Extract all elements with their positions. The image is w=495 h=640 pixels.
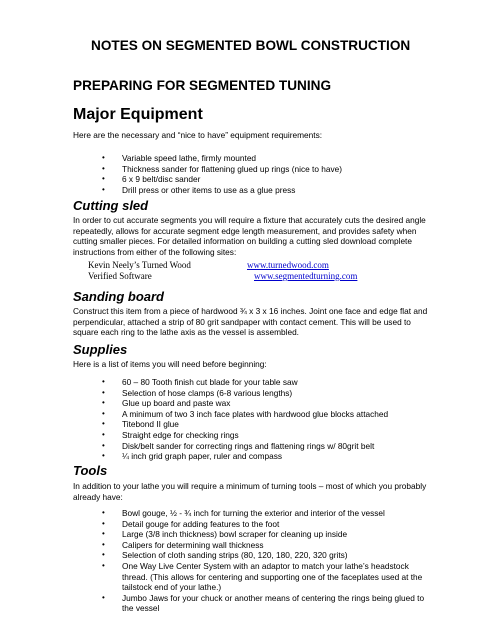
text-line: In addition to your lathe you will require a minimum of turning tools – most of which you probably (73, 481, 427, 491)
list-item (100, 550, 424, 561)
list-item (100, 561, 424, 593)
text-line: cutting smaller pieces. For detailed information on building a cutting sled download complete (73, 236, 412, 247)
item-line: thread. (This allows for centering and supporting one of the faceplates used at the (122, 571, 423, 582)
link-turnedwood[interactable]: www.turnedwood.com (247, 260, 329, 270)
supplies-intro: Here is a list of items you will need before beginning: (73, 359, 267, 369)
text-line: square each ring to the lathe axis as the vessel is assembled. (73, 327, 299, 338)
list-item: • Thickness sander for flattening glued up rings (nice to have) (100, 164, 342, 175)
list-item: • ¼ inch grid graph paper, ruler and compass (100, 451, 388, 462)
sanding-heading: Sanding board (73, 289, 164, 304)
list-item (100, 529, 424, 540)
list-item (100, 540, 424, 551)
item-line: • One Way Live Center System with an adaptor to match your lathe’s headstock (122, 560, 409, 571)
list-item (100, 519, 424, 530)
link-segmentedturning[interactable]: www.segmentedturning.com (254, 271, 358, 281)
text-line: already have: (73, 491, 123, 502)
document-title: NOTES ON SEGMENTED BOWL CONSTRUCTION (91, 38, 411, 53)
item-line: • Jumbo Jaws for your chuck or another means of centering the rings being glued to (122, 592, 425, 603)
text-line: perpendicular, attached a strip of 80 grit sandpaper with contact cement. This will be used to (73, 316, 411, 327)
list-item: • 6 x 9 belt/disc sander (100, 174, 342, 185)
item-line: • Calipers for determining wall thickness (122, 539, 264, 550)
item-line: • Bowl gouge, ½ - ¾ inch for turning the exterior and interior of the vessel (122, 508, 385, 518)
tools-heading: Tools (73, 463, 108, 478)
text-line: Construct this item from a piece of hardwood ¾ x 3 x 16 inches. Joint one face and edge flat and (73, 306, 428, 316)
list-item: • Disk/belt sander for correcting rings and flattening rings w/ 80grit belt (100, 441, 388, 452)
item-line: • Large (3/8 inch thickness) bowl scraper for cleaning up inside (122, 529, 348, 540)
list-item (100, 593, 424, 614)
item-line: • Selection of cloth sanding strips (80, 120, 180, 220, 320 grits) (122, 550, 348, 561)
text-line: repeatedly, allows for accurate segment edge length measurement, and provides safety when (73, 225, 417, 236)
supplies-list (100, 377, 388, 462)
list-item: • Glue up board and paste wax (100, 398, 388, 409)
equipment-heading: Major Equipment (73, 106, 203, 123)
sled-paragraph (73, 215, 438, 257)
sanding-paragraph (73, 306, 438, 338)
item-line: tailstock end of your lathe.) (122, 582, 222, 593)
supplies-heading: Supplies (73, 342, 128, 357)
sled-heading: Cutting sled (73, 198, 149, 213)
tools-list (100, 508, 424, 614)
tools-intro (73, 481, 438, 502)
list-item: • A minimum of two 3 inch face plates with hardwood glue blocks attached (100, 409, 388, 420)
site-name-kevin: Kevin Neely’s Turned Wood (88, 260, 191, 270)
list-item (100, 508, 424, 519)
list-item: • Titebond II glue (100, 419, 388, 430)
list-item: • Variable speed lathe, firmly mounted (100, 153, 342, 164)
text-line: In order to cut accurate segments you will require a fixture that accurately cuts the desired angle (73, 215, 426, 225)
document-subtitle: PREPARING FOR SEGMENTED TUNING (73, 78, 332, 93)
list-item: • 60 – 80 Tooth finish cut blade for your table saw (100, 377, 388, 388)
list-item: • Selection of hose clamps (6-8 various lengths) (100, 388, 388, 399)
site-name-verified: Verified Software (88, 271, 152, 281)
item-line: • Detail gouge for adding features to the foot (122, 518, 280, 529)
text-line: instructions from either of the following sites: (73, 246, 237, 257)
item-line: the vessel (122, 603, 160, 614)
list-item: • Straight edge for checking rings (100, 430, 388, 441)
equipment-list (100, 153, 342, 195)
list-item: • Drill press or other items to use as a glue press (100, 185, 342, 196)
equipment-intro: Here are the necessary and “nice to have” equipment requirements: (73, 130, 323, 140)
